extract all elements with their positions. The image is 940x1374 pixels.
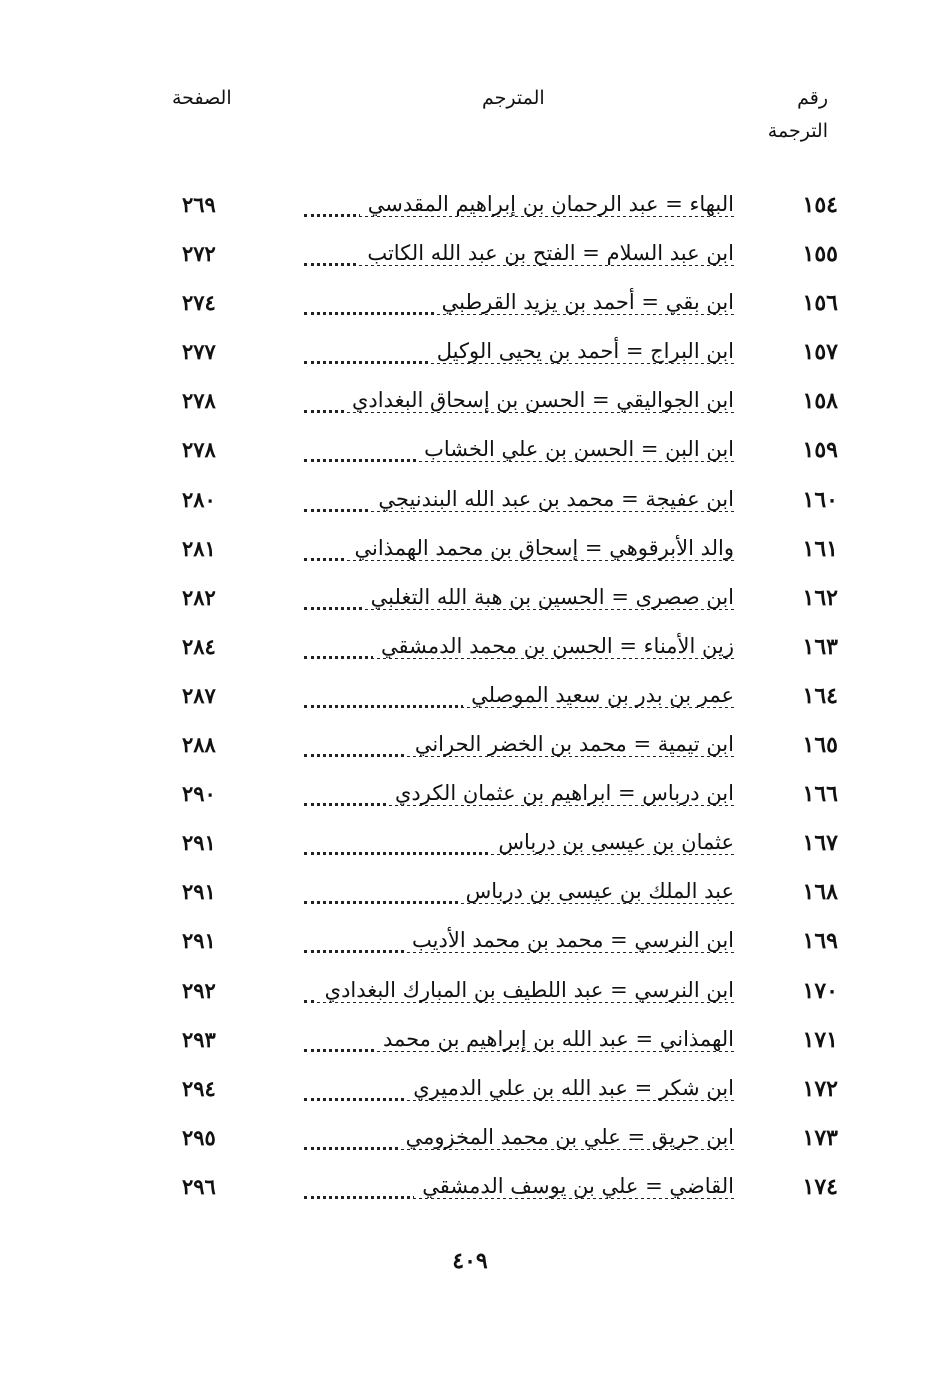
entry-page: ٢٩١ <box>182 830 216 856</box>
entry-name-text: والد الأبرقوهي = إسحاق بن محمد الهمذاني <box>347 536 735 560</box>
entry-number: ١٦٢ <box>802 584 838 611</box>
entry-name-text: ابن عبد السلام = الفتح بن عبد الله الكاتب <box>359 241 734 265</box>
entry-number: ١٥٧ <box>802 339 838 366</box>
entry-name-text: عبد الملك بن عيسى بن درباس <box>458 879 734 903</box>
entry-name <box>359 241 734 265</box>
entry-number: ١٦١ <box>802 535 838 562</box>
entry-page: ٢٩٠ <box>182 781 216 807</box>
entry-number: ١٥٦ <box>802 290 838 317</box>
entry-number: ١٦٣ <box>802 633 838 660</box>
entry-name-text: ابن النرسي = محمد بن محمد الأديب <box>404 928 734 952</box>
entry-name <box>360 192 734 216</box>
entry-page: ٢٩٦ <box>182 1173 216 1199</box>
list-item <box>150 775 850 824</box>
entry-name-text: ابن صصرى = الحسين بن هبة الله التغلبي <box>363 585 734 609</box>
entry-name <box>347 536 735 560</box>
list-item <box>150 284 850 333</box>
entry-name <box>490 830 734 854</box>
column-header-page: الصفحة <box>172 87 232 109</box>
entry-page: ٢٨٢ <box>182 584 216 610</box>
entry-name-text: عثمان بن عيسى بن درباس <box>490 830 734 854</box>
list-item <box>150 1021 850 1070</box>
entry-name-text: ابن بقي = أحمد بن يزيد القرطبي <box>434 290 734 314</box>
entry-name <box>375 1027 734 1051</box>
entry-name <box>363 585 734 609</box>
entry-number: ١٧٠ <box>802 977 838 1004</box>
entry-name-text: القاضي = علي بن يوسف الدمشقي <box>414 1174 734 1198</box>
entry-number: ١٦٠ <box>802 486 838 513</box>
list-item <box>150 235 850 284</box>
entries-list <box>150 186 850 1217</box>
entry-page: ٢٧٤ <box>182 290 216 316</box>
column-header-number-line2: الترجمة <box>767 120 828 143</box>
column-header-number-line1: رقم <box>797 87 828 109</box>
entry-number: ١٦٥ <box>802 732 838 759</box>
entry-page: ٢٨١ <box>182 535 216 561</box>
entry-page: ٢٧٧ <box>182 339 216 365</box>
entry-name-text: ابن تيمية = محمد بن الخضر الحراني <box>407 732 734 756</box>
entry-name <box>404 928 734 952</box>
list-item <box>150 186 850 235</box>
list-item <box>150 431 850 480</box>
entry-name <box>398 1125 734 1149</box>
list-item <box>150 972 850 1021</box>
entry-number: ١٦٧ <box>802 830 838 857</box>
column-header-name: المترجم <box>482 87 545 109</box>
entry-name <box>387 781 734 805</box>
entry-page: ٢٨٠ <box>182 486 216 512</box>
entry-page: ٢٧٨ <box>182 388 216 414</box>
list-item <box>150 824 850 873</box>
entry-name <box>405 1076 734 1100</box>
entry-name-text: ابن شكر = عبد الله بن علي الدميري <box>405 1076 734 1100</box>
entry-name-text: ابن درباس = ابراهيم بن عثمان الكردي <box>387 781 734 805</box>
entry-number: ١٦٩ <box>802 928 838 955</box>
list-item <box>150 481 850 530</box>
entry-name <box>429 339 734 363</box>
entry-number: ١٦٨ <box>802 879 838 906</box>
entry-name-text: ابن البن = الحسن بن علي الخشاب <box>416 437 734 461</box>
list-item <box>150 333 850 382</box>
list-item <box>150 1070 850 1119</box>
list-item <box>150 579 850 628</box>
entry-name-text: ابن النرسي = عبد اللطيف بن المبارك البغدادي <box>317 978 734 1002</box>
entry-number: ١٧١ <box>802 1026 838 1053</box>
entry-page: ٢٩١ <box>182 879 216 905</box>
page-number: ٤٠٩ <box>452 1248 488 1274</box>
entry-number: ١٥٨ <box>802 388 838 415</box>
entry-page: ٢٩٤ <box>182 1075 216 1101</box>
entry-page: ٢٨٧ <box>182 682 216 708</box>
entry-name <box>416 437 734 461</box>
entry-number: ١٧٢ <box>802 1075 838 1102</box>
entry-page: ٢٧٨ <box>182 437 216 463</box>
entry-page: ٢٩٥ <box>182 1124 216 1150</box>
entry-number: ١٦٤ <box>802 682 838 709</box>
entry-name-text: الهمذاني = عبد الله بن إبراهيم بن محمد <box>375 1027 734 1051</box>
entry-number: ١٦٦ <box>802 781 838 808</box>
entry-page: ٢٨٤ <box>182 633 216 659</box>
entry-name-text: ابن حريق = علي بن محمد المخزومي <box>398 1125 734 1149</box>
entry-number: ١٧٣ <box>802 1124 838 1151</box>
entry-name-text: زين الأمناء = الحسن بن محمد الدمشقي <box>373 634 734 658</box>
list-item <box>150 1168 850 1217</box>
entry-number: ١٧٤ <box>802 1173 838 1200</box>
list-item <box>150 726 850 775</box>
entry-name <box>458 879 734 903</box>
entry-name-text: البهاء = عبد الرحمان بن إبراهيم المقدسي <box>360 192 734 216</box>
entry-name-text: عمر بن بدر بن سعيد الموصلي <box>463 683 734 707</box>
entry-number: ١٥٩ <box>802 437 838 464</box>
entry-page: ٢٩١ <box>182 928 216 954</box>
entry-name <box>463 683 734 707</box>
entry-name <box>414 1174 734 1198</box>
list-item <box>150 628 850 677</box>
entry-page: ٢٩٣ <box>182 1026 216 1052</box>
entry-name <box>373 634 734 658</box>
entry-name <box>407 732 734 756</box>
entry-name-text: ابن عفيجة = محمد بن عبد الله البندنيجي <box>370 487 734 511</box>
entry-name <box>434 290 734 314</box>
entry-number: ١٥٥ <box>802 241 838 268</box>
list-item <box>150 530 850 579</box>
list-item <box>150 922 850 971</box>
entry-name-text: ابن الجواليقي = الحسن بن إسحاق البغدادي <box>344 388 734 412</box>
entry-name <box>344 388 734 412</box>
entry-page: ٢٧٢ <box>182 241 216 267</box>
list-item <box>150 677 850 726</box>
list-item <box>150 1119 850 1168</box>
entry-number: ١٥٤ <box>802 192 838 218</box>
entry-page: ٢٩٢ <box>182 977 216 1003</box>
entry-name <box>370 487 734 511</box>
entry-page: ٢٨٨ <box>182 732 216 758</box>
entry-page: ٢٦٩ <box>182 192 216 217</box>
entry-name <box>317 978 734 1002</box>
list-item <box>150 873 850 922</box>
list-item <box>150 382 850 431</box>
column-header-number <box>768 82 828 149</box>
entry-name-text: ابن البراج = أحمد بن يحيى الوكيل <box>429 339 734 363</box>
